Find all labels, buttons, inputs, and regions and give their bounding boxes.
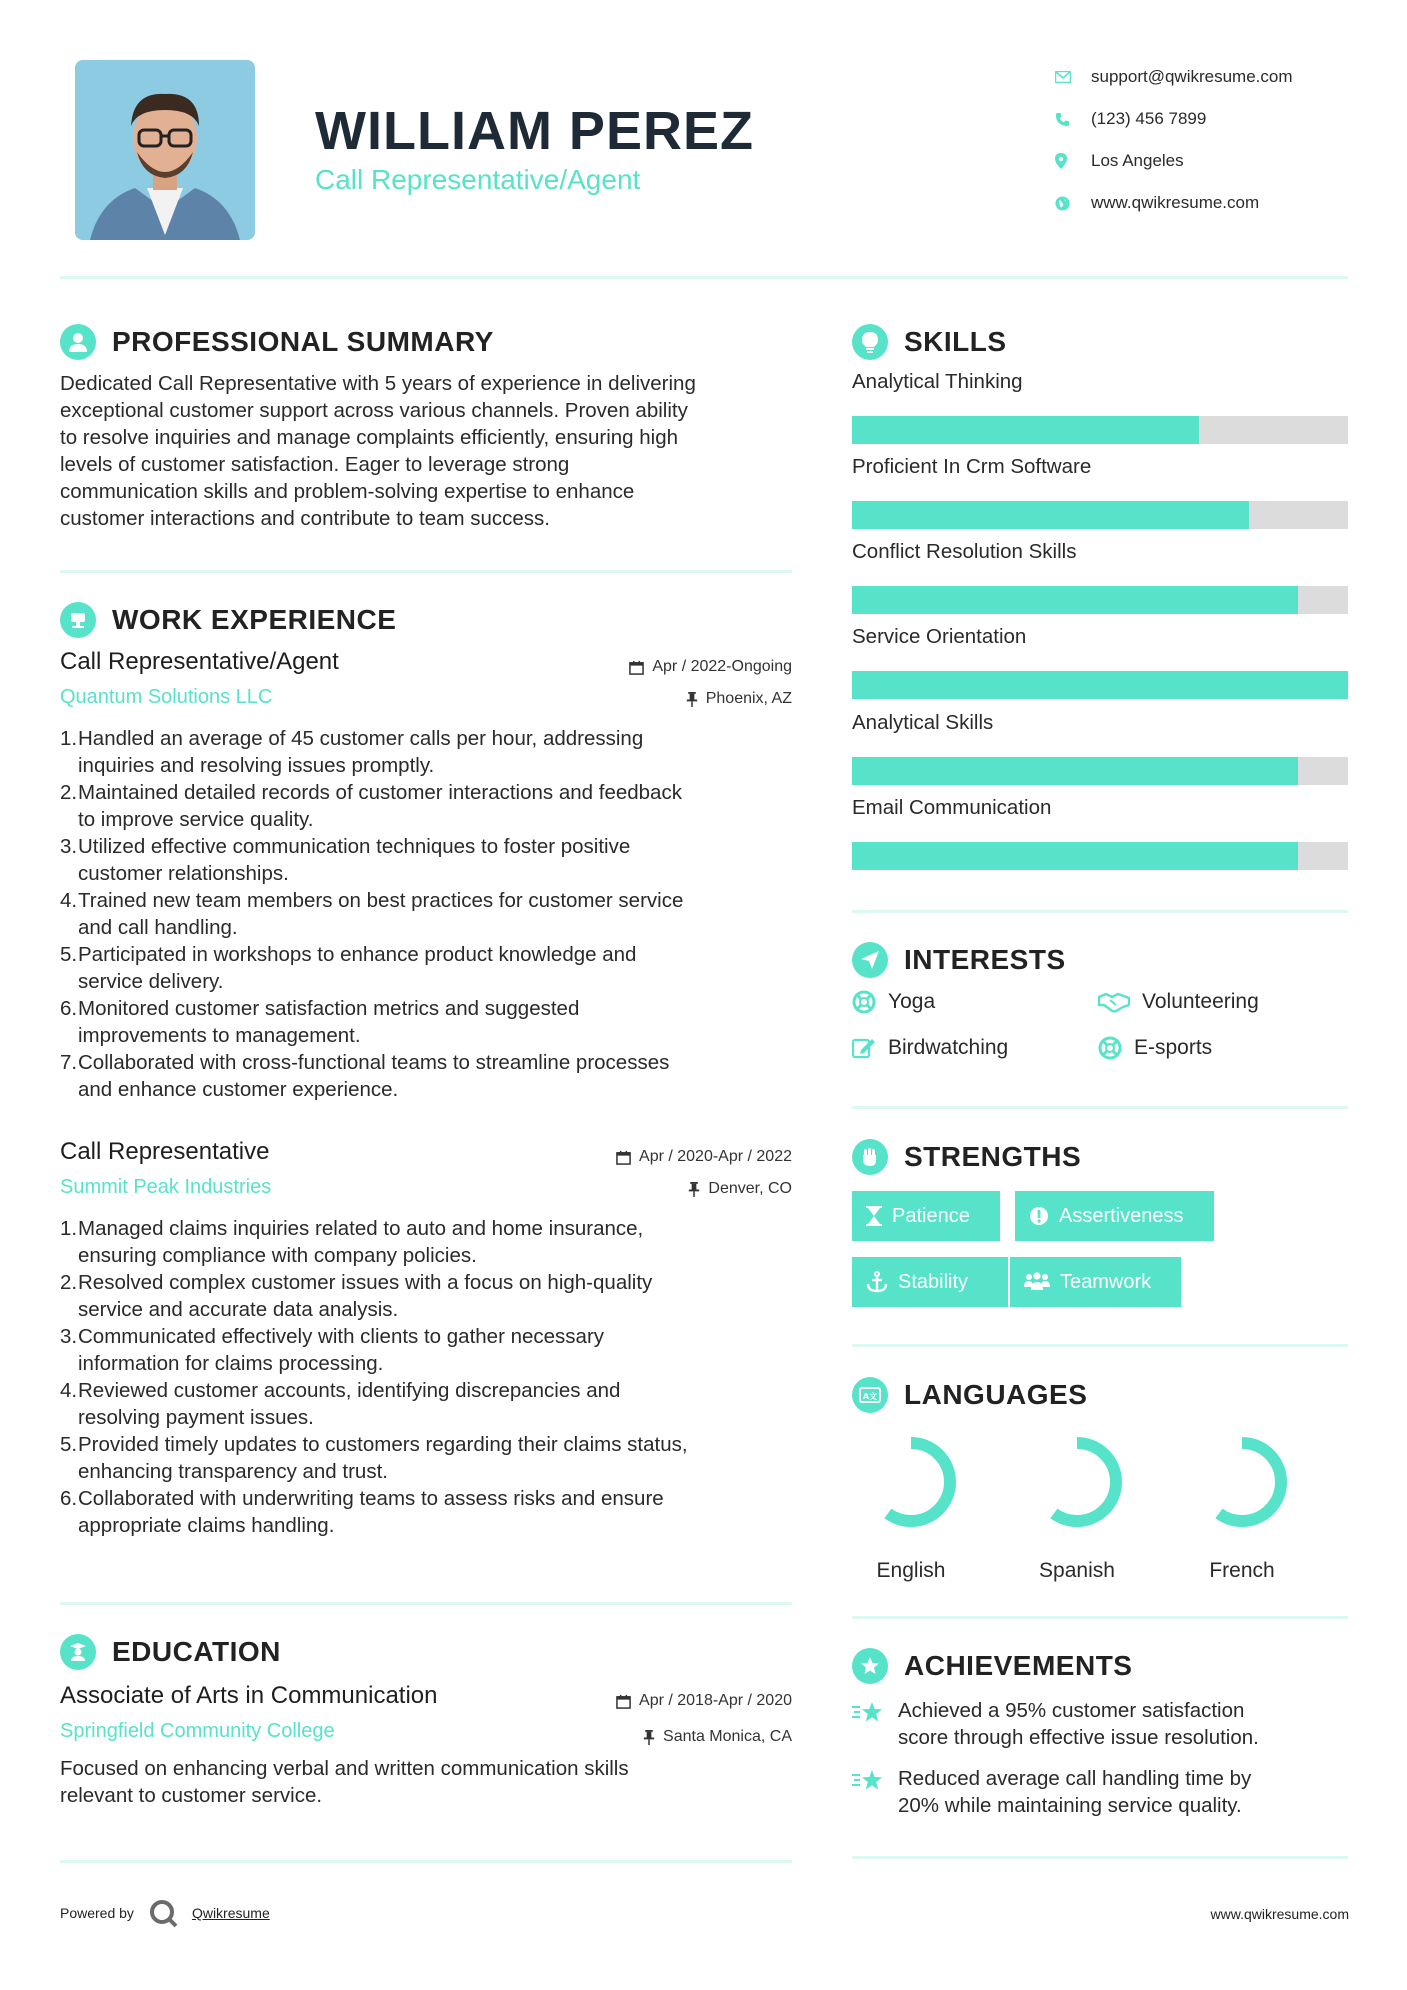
skills-divider (852, 910, 1348, 913)
summary-line: levels of customer satisfaction. Eager to leverage strong (60, 453, 570, 476)
education-title: EDUCATION (112, 1636, 281, 1667)
interest-item (852, 1036, 1008, 1060)
strength-label: Teamwork (1060, 1270, 1152, 1293)
skill-bar-fill (852, 842, 1298, 870)
skill-name: Service Orientation (852, 625, 1027, 648)
job-location (688, 1180, 792, 1198)
summary-line: to resolve inquiries and manage complaints efficiently, ensuring high (60, 426, 679, 449)
users-icon (1024, 1272, 1050, 1292)
skill-bar (852, 842, 1348, 870)
job-date (629, 658, 792, 676)
interests-heading (852, 942, 1066, 978)
interests-divider (852, 1106, 1348, 1109)
achievements-divider (852, 1856, 1348, 1859)
paper-plane-icon (852, 942, 888, 978)
list-item: 6. Monitored customer satisfaction metrics and suggested improvements to management. (60, 997, 580, 1047)
star-icon (852, 1648, 888, 1684)
calendar-icon (616, 1694, 631, 1709)
school-name: Springfield Community College (60, 1720, 335, 1742)
list-item: 4. Trained new team members on best practices for customer service and call handling. (60, 889, 684, 939)
lifebuoy-icon (852, 990, 876, 1014)
language-name: English (876, 1559, 946, 1582)
strength-tag (1010, 1257, 1181, 1307)
list-item: 2. Resolved complex customer issues with a focus on high-quality service and accurate data analysis. (60, 1271, 653, 1321)
education-description (60, 1755, 792, 1809)
education-line: Focused on enhancing verbal and written communication skills (60, 1757, 629, 1780)
fist-icon (852, 1139, 888, 1175)
skill-bar-fill (852, 501, 1249, 529)
language-ring-arc (1203, 1443, 1281, 1521)
skill-name: Email Communication (852, 796, 1052, 819)
education-entry (60, 1682, 792, 1809)
languages-title: LANGUAGES (904, 1379, 1088, 1410)
anchor-icon (866, 1271, 888, 1293)
contact-website-text: www.qwikresume.com (1091, 193, 1260, 212)
strengths-title: STRENGTHS (904, 1141, 1082, 1172)
education-location (643, 1728, 792, 1746)
phone-icon (1055, 112, 1091, 127)
summary-line: exceptional customer support across various channels. Proven ability (60, 399, 688, 422)
pin-icon (688, 1182, 700, 1197)
mail-icon (1055, 71, 1091, 83)
job-date (616, 1148, 792, 1166)
skill-bar-fill (852, 757, 1298, 785)
skill-bar (852, 586, 1348, 614)
alert-icon (1029, 1206, 1049, 1226)
contact-email[interactable] (1055, 56, 1375, 98)
skills-heading (852, 324, 1007, 360)
skill-bar (852, 501, 1348, 529)
interest-item (1098, 1036, 1212, 1060)
profile-photo (75, 60, 255, 240)
lifebuoy-icon (1098, 1036, 1122, 1060)
svg-text:A文: A文 (862, 1392, 878, 1401)
skill-name: Analytical Skills (852, 711, 994, 734)
language-name: French (1209, 1559, 1275, 1582)
contact-email-text: support@qwikresume.com (1091, 67, 1293, 86)
skill-item (852, 370, 1348, 444)
list-item: 3. Utilized effective communication techniques to foster positive customer relationships. (60, 835, 631, 885)
contact-location (1055, 140, 1375, 182)
job-title: Call Representative (60, 1138, 270, 1165)
skill-item (852, 625, 1348, 699)
interest-item (852, 990, 935, 1014)
language-ring (861, 1432, 961, 1532)
summary-line: customer interactions and contribute to team success. (60, 507, 550, 530)
handshake-icon (1098, 991, 1130, 1013)
list-item: 7. Collaborated with cross-functional teams to streamline processes and enhance customer experience. (60, 1051, 670, 1101)
contact-phone-text: (123) 456 7899 (1091, 109, 1207, 128)
job-duties (60, 1215, 792, 1539)
job-location (686, 690, 792, 708)
language-ring-arc (1038, 1443, 1116, 1521)
candidate-role: Call Representative/Agent (315, 164, 641, 195)
summary-title: PROFESSIONAL SUMMARY (112, 326, 494, 357)
contact-phone[interactable] (1055, 98, 1375, 140)
education-divider (60, 1860, 792, 1863)
summary-line: Dedicated Call Representative with 5 years of experience in delivering (60, 372, 696, 395)
skill-item (852, 540, 1348, 614)
languages-heading (852, 1377, 1087, 1413)
education-heading (60, 1634, 281, 1670)
achievement-item (852, 1765, 1348, 1819)
strength-tag (852, 1257, 1008, 1307)
edit-icon (852, 1037, 876, 1059)
skill-name: Analytical Thinking (852, 370, 1023, 393)
interest-label: Volunteering (1142, 990, 1259, 1013)
language-item (851, 1432, 971, 1583)
lightbulb-icon (852, 324, 888, 360)
list-item: 5. Provided timely updates to customers regarding their claims status, enhancing transparency and trust. (60, 1433, 688, 1483)
contact-block (1055, 56, 1375, 224)
powered-by-label: Powered by (60, 1905, 134, 1921)
summary-line: communication skills and problem-solving expertise to enhance (60, 480, 635, 503)
star-icon (852, 1769, 884, 1793)
language-item (1182, 1432, 1302, 1583)
job-date-text: Apr / 2020-Apr / 2022 (639, 1148, 792, 1165)
list-item: 1. Managed claims inquiries related to auto and home insurance, ensuring compliance with company policies. (60, 1217, 644, 1267)
interest-label: Birdwatching (888, 1036, 1009, 1059)
skill-bar (852, 416, 1348, 444)
globe-icon (1055, 196, 1091, 211)
candidate-name: WILLIAM PEREZ (315, 101, 754, 161)
skills-title: SKILLS (904, 326, 1007, 357)
job-location-text: Denver, CO (708, 1180, 792, 1197)
language-name: Spanish (1039, 1559, 1115, 1582)
language-item (1017, 1432, 1137, 1583)
interests-title: INTERESTS (904, 944, 1066, 975)
contact-website[interactable] (1055, 182, 1375, 224)
job-title: Call Representative/Agent (60, 648, 339, 675)
summary-text (60, 370, 800, 532)
briefcase-icon (60, 602, 96, 638)
work-heading (60, 602, 396, 638)
pin-icon (686, 692, 698, 707)
degree-title: Associate of Arts in Communication (60, 1682, 438, 1709)
interest-label: Yoga (888, 990, 936, 1013)
footer-powered-by (60, 1898, 270, 1928)
job-company: Summit Peak Industries (60, 1176, 272, 1198)
work-divider (60, 1602, 792, 1605)
interest-item (1098, 990, 1259, 1014)
star-icon (852, 1701, 884, 1725)
list-item: 5. Participated in workshops to enhance product knowledge and service delivery. (60, 943, 637, 993)
achievements-title: ACHIEVEMENTS (904, 1650, 1133, 1681)
skill-bar-fill (852, 671, 1348, 699)
calendar-icon (616, 1150, 631, 1165)
achievement-text: Reduced average call handling time by 20% while maintaining service quality. (898, 1767, 1252, 1817)
skill-bar (852, 671, 1348, 699)
education-line: relevant to customer service. (60, 1784, 323, 1807)
language-ring-arc (872, 1443, 950, 1521)
job-duties (60, 725, 792, 1103)
qwikresume-logo-icon (148, 1898, 178, 1928)
skill-name: Conflict Resolution Skills (852, 540, 1077, 563)
header-divider (60, 276, 1348, 279)
calendar-icon (629, 660, 644, 675)
skill-bar (852, 757, 1348, 785)
job-entry (60, 648, 792, 1103)
list-item: 4. Reviewed customer accounts, identifying discrepancies and resolving payment issues. (60, 1379, 621, 1429)
strengths-divider (852, 1344, 1348, 1347)
contact-location-text: Los Angeles (1091, 151, 1184, 170)
strength-label: Assertiveness (1059, 1204, 1184, 1227)
education-location-text: Santa Monica, CA (663, 1728, 792, 1745)
skill-item (852, 796, 1348, 870)
languages-divider (852, 1616, 1348, 1619)
pin-icon (643, 1730, 655, 1745)
education-date (616, 1692, 792, 1710)
footer-website[interactable]: www.qwikresume.com (1210, 1906, 1349, 1922)
job-date-text: Apr / 2022-Ongoing (652, 658, 792, 675)
strength-tag (1015, 1191, 1214, 1241)
language-icon (852, 1377, 888, 1413)
list-item: 2. Maintained detailed records of customer interactions and feedback to improve service quality. (60, 781, 682, 831)
summary-heading (60, 324, 494, 360)
job-location-text: Phoenix, AZ (705, 690, 792, 707)
strengths-heading (852, 1139, 1081, 1175)
list-item: 6. Collaborated with underwriting teams to assess risks and ensure appropriate claims handling. (60, 1487, 664, 1537)
user-icon (60, 324, 96, 360)
map-pin-icon (1055, 153, 1091, 169)
strength-label: Stability (898, 1270, 969, 1293)
list-item: 1. Handled an average of 45 customer calls per hour, addressing inquiries and resolving issues promptly. (60, 727, 644, 777)
language-ring (1192, 1432, 1292, 1532)
skill-bar-fill (852, 586, 1298, 614)
skill-item (852, 711, 1348, 785)
summary-divider (60, 570, 792, 573)
job-entry (60, 1138, 792, 1539)
job-company: Quantum Solutions LLC (60, 686, 273, 708)
skill-item (852, 455, 1348, 529)
skill-name: Proficient In Crm Software (852, 455, 1092, 478)
achievement-item (852, 1697, 1348, 1751)
strength-label: Patience (892, 1204, 970, 1227)
hourglass-icon (866, 1206, 882, 1226)
education-date-text: Apr / 2018-Apr / 2020 (639, 1692, 792, 1709)
graduation-icon (60, 1634, 96, 1670)
skill-bar-fill (852, 416, 1199, 444)
work-title: WORK EXPERIENCE (112, 604, 397, 635)
strength-tag (852, 1191, 1000, 1241)
list-item: 3. Communicated effectively with clients to gather necessary information for claims processing. (60, 1325, 605, 1375)
qwikresume-link[interactable]: Qwikresume (191, 1905, 270, 1921)
achievements-heading (852, 1648, 1132, 1684)
language-ring (1027, 1432, 1127, 1532)
interest-label: E-sports (1134, 1036, 1213, 1059)
achievement-text: Achieved a 95% customer satisfaction score through effective issue resolution. (898, 1699, 1259, 1749)
